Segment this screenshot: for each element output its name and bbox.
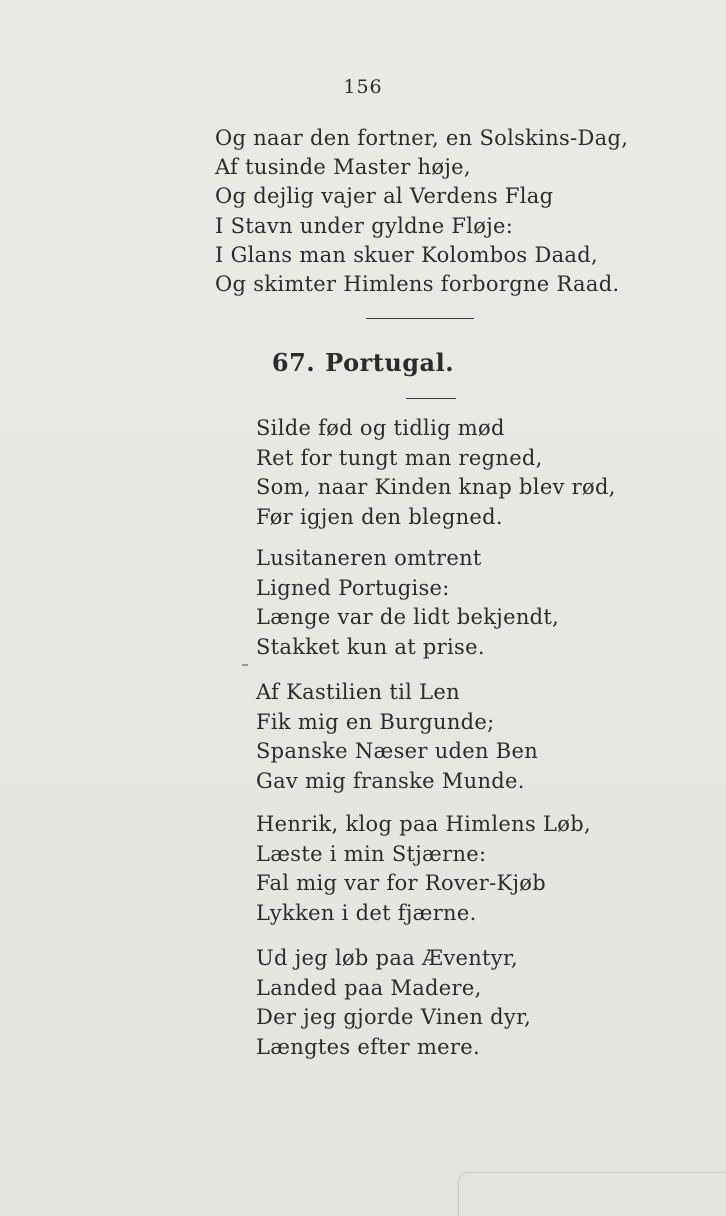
stray-mark: [242, 664, 248, 666]
verse-line: Lusitaneren omtrent: [256, 546, 482, 570]
page-edge-shadow: [458, 1172, 726, 1216]
verse-line: Læste i min Stjærne:: [256, 841, 487, 866]
stanza-3: [256, 678, 538, 796]
verse-line: Længtes efter mere.: [256, 1034, 480, 1059]
verse-line: Ret for tungt man regned,: [256, 445, 543, 470]
verse-line: I Glans man skuer Kolombos Daad,: [215, 242, 598, 267]
verse-line: Ud jeg løb paa Æventyr,: [256, 946, 518, 970]
verse-line: Fal mig var for Rover-Kjøb: [256, 871, 546, 895]
carryover-stanza: [215, 124, 628, 299]
verse-line: Lykken i det fjærne.: [256, 900, 477, 925]
page-number: 156: [343, 76, 383, 98]
verse-line: Længe var de lidt bekjendt,: [256, 605, 560, 629]
section-divider: [366, 318, 474, 319]
verse-line: Og skimter Himlens forborgne Raad.: [215, 271, 620, 296]
verse-line: Henrik, klog paa Himlens Løb,: [256, 812, 591, 836]
verse-line: Landed paa Madere,: [256, 975, 482, 1000]
title-underline: [406, 398, 456, 399]
poem-title: Portugal.: [325, 348, 455, 377]
verse-line: Af Kastilien til Len: [256, 680, 460, 704]
verse-line: Gav mig franske Munde.: [256, 768, 525, 793]
verse-line: Af tusinde Master høje,: [215, 155, 471, 180]
verse-line: Stakket kun at prise.: [256, 634, 485, 659]
stanza-4: [256, 810, 591, 928]
verse-line: Der jeg gjorde Vinen dyr,: [256, 1005, 532, 1029]
verse-line: Ligned Portugise:: [256, 575, 450, 600]
verse-line: Og dejlig vajer al Verdens Flag: [215, 184, 554, 209]
poem-heading: [0, 348, 726, 377]
verse-line: Fik mig en Burgunde;: [256, 709, 495, 734]
poem-number: 67.: [271, 348, 316, 377]
verse-line: I Stavn under gyldne Fløje:: [215, 213, 514, 238]
verse-line: Silde fød og tidlig mød: [256, 416, 505, 440]
verse-line: Og naar den fortner, en Solskins-Dag,: [215, 126, 629, 150]
stanza-1: [256, 414, 616, 532]
verse-line: Spanske Næser uden Ben: [256, 739, 539, 763]
verse-line: Som, naar Kinden knap blev rød,: [256, 475, 616, 499]
stanza-5: [256, 944, 531, 1062]
verse-line: Før igjen den blegned.: [256, 504, 503, 529]
stanza-2: [256, 544, 559, 662]
